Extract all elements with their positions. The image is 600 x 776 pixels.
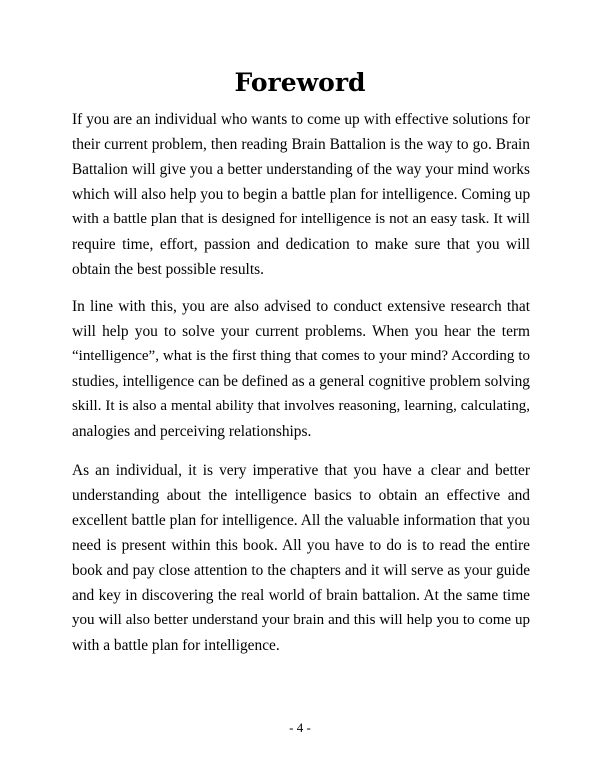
paragraph-line: obtain the best possible results. bbox=[72, 261, 264, 278]
paragraph-line: understanding about the intelligence basics to obtain an effective and bbox=[72, 487, 530, 504]
paragraph-line: “intelligence”, what is the first thing that comes to your mind? According to bbox=[72, 348, 530, 364]
paragraph-line: studies, intelligence can be defined as a general cognitive problem solving bbox=[72, 373, 530, 390]
paragraph-line: and key in discovering the real world of brain battalion. At the same time bbox=[72, 587, 530, 604]
paragraph-line: their current problem, then reading Brain Battalion is the way to go. Brain bbox=[72, 136, 530, 153]
paragraph-line: need is present within this book. All you have to do is to read the entire bbox=[72, 537, 530, 554]
paragraph-line: As an individual, it is very imperative that you have a clear and better bbox=[72, 462, 530, 479]
paragraph-line: If you are an individual who wants to come up with effective solutions for bbox=[72, 111, 530, 128]
paragraph-line: skill. It is also a mental ability that involves reasoning, learning, calculating, bbox=[72, 398, 530, 414]
paragraph-line: with a battle plan that is designed for intelligence is not an easy task. It will bbox=[72, 211, 530, 227]
paragraph-line: In line with this, you are also advised to conduct extensive research that bbox=[72, 298, 530, 315]
paragraph-line: require time, effort, passion and dedication to make sure that you will bbox=[72, 236, 530, 253]
paragraph-line: you will also better understand your brain and this will help you to come up bbox=[72, 612, 530, 628]
paragraph-line: book and pay close attention to the chapters and it will serve as your guide bbox=[72, 562, 530, 579]
page-title: Foreword bbox=[234, 68, 366, 97]
paragraph-line: with a battle plan for intelligence. bbox=[72, 637, 280, 654]
paragraph-line: which will also help you to begin a battle plan for intelligence. Coming up bbox=[72, 186, 531, 203]
paragraph-3 bbox=[72, 458, 530, 658]
paragraph-line: Battalion will give you a better understanding of the way your mind works bbox=[72, 161, 530, 178]
paragraph-line: analogies and perceiving relationships. bbox=[72, 423, 312, 440]
page-number: - 4 - bbox=[289, 720, 311, 735]
paragraph-1 bbox=[72, 107, 530, 282]
paragraph-line: excellent battle plan for intelligence. All the valuable information that you bbox=[72, 512, 530, 529]
paragraph-2 bbox=[72, 294, 530, 444]
paragraph-line: will help you to solve your current problems. When you hear the term bbox=[72, 323, 530, 340]
